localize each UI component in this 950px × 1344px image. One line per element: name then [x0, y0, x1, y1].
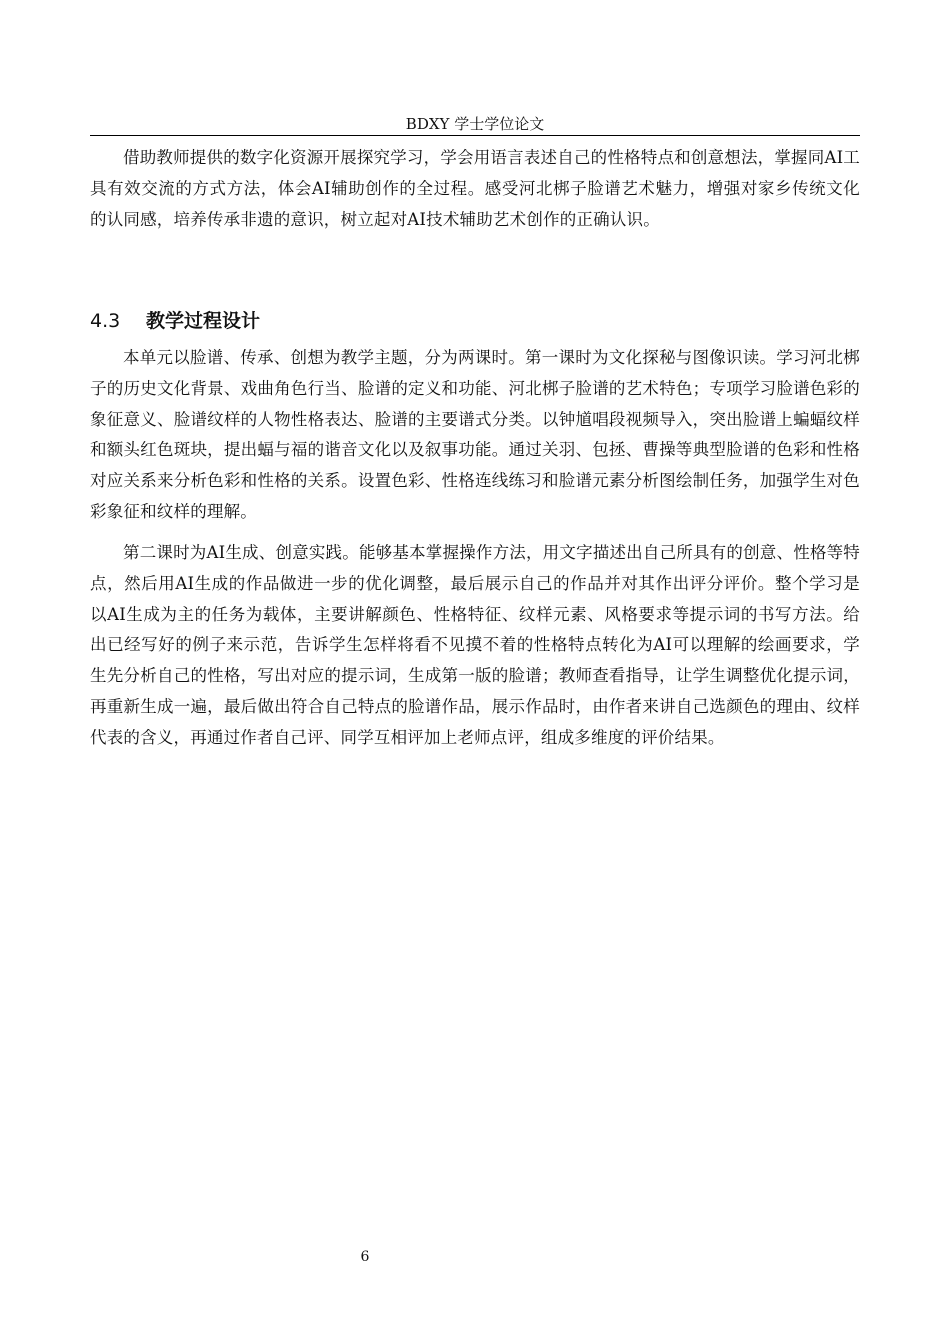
header-rule	[90, 135, 860, 136]
section-number: 4.3	[90, 310, 121, 332]
running-header: BDXY 学士学位论文	[405, 115, 545, 133]
section-title: 教学过程设计	[146, 310, 261, 332]
body-paragraph-1: 借助教师提供的数字化资源开展探究学习，学会用语言表述自己的性格特点和创意想法，掌握同AI工具有效交流的方式方法，体会AI辅助创作的全过程。感受河北梆子脸谱艺术魅力，增强对家乡传统文化的认同感，培养传承非遗的意识，树立起对AI技术辅助艺术创作的正确认识。	[90, 148, 860, 229]
page-number: 6	[360, 1249, 370, 1265]
body-paragraph-3: 第二课时为AI生成、创意实践。能够基本掌握操作方法，用文字描述出自己所具有的创意、性格等特点，然后用AI生成的作品做进一步的优化调整，最后展示自己的作品并对其作出评分评价。整个学习是以AI生成为主的任务为载体，主要讲解颜色、性格特征、纹样元素、风格要求等提示词的书写方法。给出已经写好的例子来示范，告诉学生怎样将看不见摸不着的性格特点转化为AI可以理解的绘画要求，学生先分析自己的性格，写出对应的提示词，生成第一版的脸谱；教师查看指导，让学生调整优化提示词，再重新生成一遍，最后做出符合自己特点的脸谱作品，展示作品时，由作者来讲自己选颜色的理由、纹样代表的含义，再通过作者自己评、同学互相评加上老师点评，组成多维度的评价结果。	[90, 543, 860, 747]
body-paragraph-2: 本单元以脸谱、传承、创想为教学主题，分为两课时。第一课时为文化探秘与图像识读。学习河北梆子的历史文化背景、戏曲角色行当、脸谱的定义和功能、河北梆子脸谱的艺术特色；专项学习脸谱色彩的象征意义、脸谱纹样的人物性格表达、脸谱的主要谱式分类。以钟馗唱段视频导入，突出脸谱上蝙蝠纹样和额头红色斑块，提出蝠与福的谐音文化以及叙事功能。通过关羽、包拯、曹操等典型脸谱的色彩和性格对应关系来分析色彩和性格的关系。设置色彩、性格连线练习和脸谱元素分析图绘制任务，加强学生对色彩象征和纹样的理解。	[90, 348, 860, 521]
section-heading	[90, 306, 860, 336]
